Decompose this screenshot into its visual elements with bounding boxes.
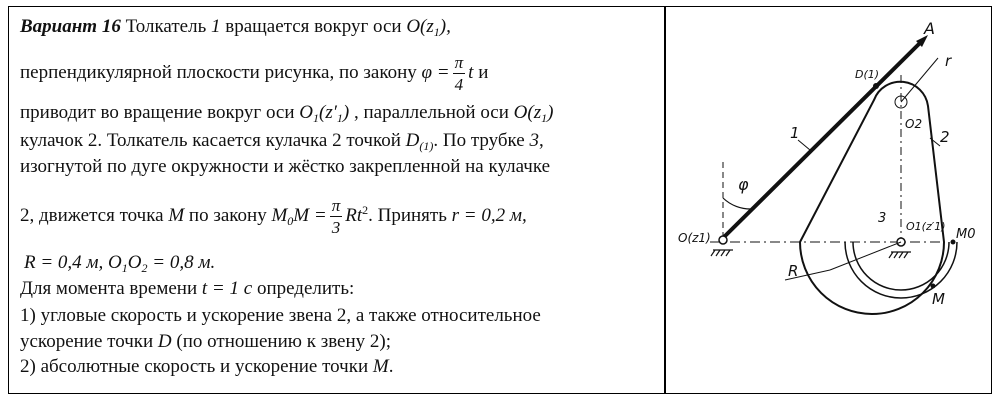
label-1: 1	[790, 124, 800, 142]
r-dimension-line	[901, 58, 938, 102]
tube-inner	[853, 242, 949, 290]
column-divider	[664, 6, 666, 394]
label-a: A	[924, 19, 935, 38]
label-3: 3	[878, 211, 887, 226]
mechanism-figure	[670, 10, 988, 390]
line-10: ускорение точки D (по отношению к звену 2);	[20, 331, 392, 352]
label-d1: D(1)	[855, 68, 880, 81]
label-o2: O2	[905, 117, 923, 131]
line-6: 2, движется точка M по закону $M_0M$ = $\frac{\pi}{3}$ Rt$^2$. Принять r = 0,2 м,	[20, 196, 527, 237]
point-m	[931, 284, 936, 289]
line-5: изогнутой по дуге окружности и жёстко закрепленной на кулачке	[20, 156, 551, 177]
label-R: R	[788, 262, 799, 280]
point-d	[873, 83, 879, 89]
line-3: приводит во вращение вокруг оси $O_1(z'_1)$ , параллельной оси $O(z_1)$	[20, 102, 554, 125]
point-m0	[951, 240, 956, 245]
label-phi: φ	[738, 175, 749, 194]
cam-outline	[800, 82, 944, 314]
label-oz: O(z1)	[678, 231, 711, 245]
line-11: 2) абсолютные скорость и ускорение точки M.	[20, 356, 394, 377]
ground-hatch-o1-icon	[889, 252, 911, 258]
pivot-o-icon	[719, 236, 727, 244]
line-8: Для момента времени t = 1 с определить:	[20, 278, 355, 299]
line-2: перпендикулярной плоскости рисунка, по закону φ = $\frac{\pi}{4}$ t и	[20, 53, 489, 94]
phi-angle-arc	[723, 198, 752, 209]
pusher-rod	[723, 40, 923, 238]
ground-hatch-o-icon	[711, 250, 733, 256]
label-m: M	[932, 290, 945, 308]
variant-label: Вариант 16	[20, 16, 121, 37]
fraction-pi-4: $\frac{\pi}{4}$	[454, 53, 464, 94]
fraction-pi-3: $\frac{\pi}{3}$	[331, 196, 341, 237]
line-4: кулачок 2. Толкатель касается кулачка 2 точкой $D_{(1)}$. По трубке 3,	[20, 130, 544, 153]
label-r-small: r	[945, 52, 952, 70]
label-o1z: O1(z′1)	[906, 220, 946, 233]
mechanism-diagram	[670, 10, 988, 390]
label-2: 2	[940, 128, 950, 146]
leader-1	[798, 140, 810, 150]
label-m0: M0	[956, 227, 976, 242]
line-1: Вариант 16 Толкатель 1 вращается вокруг оси $O(z_1)$,	[20, 16, 451, 39]
line-9: 1) угловые скорость и ускорение звена 2, а также относительное	[20, 305, 541, 326]
line-7: R = 0,4 м, $O_1O_2 = 0,8$ м.	[24, 252, 216, 275]
